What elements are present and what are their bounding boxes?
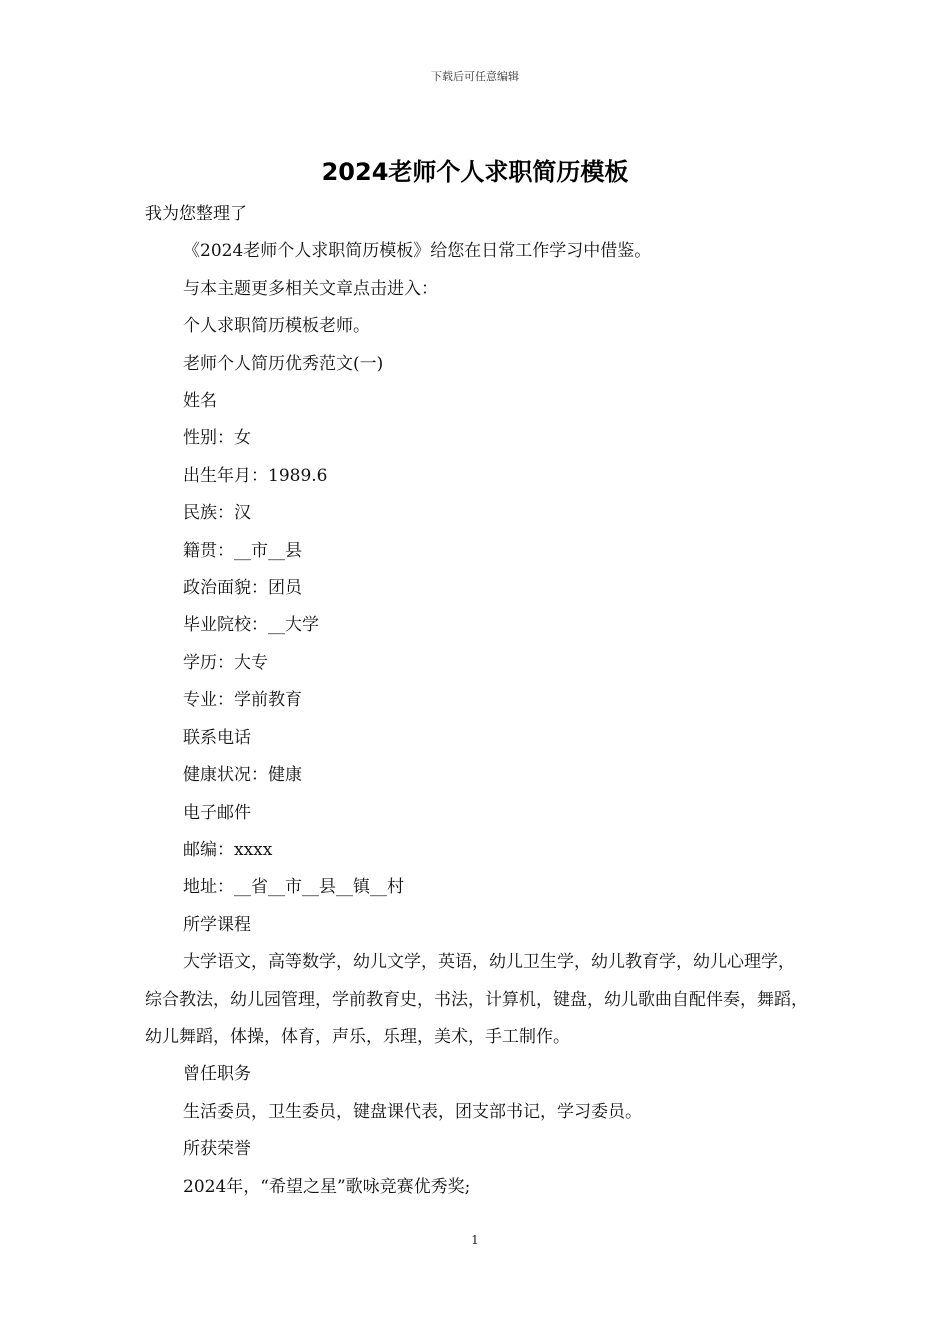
document-body xyxy=(145,196,810,1206)
header-note: 下载后可任意编辑 xyxy=(431,70,519,83)
paragraph-intro: 我为您整理了 xyxy=(145,204,247,224)
section-heading-positions: 曾任职务 xyxy=(183,1064,251,1085)
field-school: 毕业院校：__大学 xyxy=(183,615,319,636)
positions-list: 生活委员，卫生委员，键盘课代表，团支部书记，学习委员。 xyxy=(183,1101,642,1122)
field-name: 姓名 xyxy=(183,391,217,412)
section-heading-courses: 所学课程 xyxy=(183,914,251,935)
paragraph: 与本主题更多相关文章点击进入： xyxy=(183,278,438,299)
document-title: 2024老师个人求职简历模板 xyxy=(321,158,629,186)
section-heading-honors: 所获荣誉 xyxy=(183,1139,251,1160)
honor-item: 2024年，“希望之星”歌咏竞赛优秀奖; xyxy=(183,1176,471,1197)
field-ethnicity: 民族：汉 xyxy=(183,503,251,524)
field-political-status: 政治面貌：团员 xyxy=(183,578,302,599)
field-education: 学历：大专 xyxy=(183,652,268,673)
field-postcode: 邮编：xxxx xyxy=(183,839,273,860)
field-health: 健康状况：健康 xyxy=(183,765,302,786)
courses-list: 大学语文，高等数学，幼儿文学，英语，幼儿卫生学，幼儿教育学，幼儿心理学，综合教法，幼儿园管理，学前教育史，书法，计算机，键盘，幼儿歌曲自配伴奏，舞蹈，幼儿舞蹈，体操，体育，声乐，乐理，美术，手工制作。 xyxy=(145,952,808,1047)
section-heading: 老师个人简历优秀范文(一) xyxy=(183,353,384,374)
field-gender: 性别：女 xyxy=(183,428,251,449)
field-address: 地址：__省__市__县__镇__村 xyxy=(183,877,404,898)
field-birth-date: 出生年月：1989.6 xyxy=(183,465,328,486)
paragraph: 《2024老师个人求职简历模板》给您在日常工作学习中借鉴。 xyxy=(183,241,652,262)
field-major: 专业：学前教育 xyxy=(183,690,302,711)
field-email: 电子邮件 xyxy=(183,802,251,823)
paragraph: 个人求职简历模板老师。 xyxy=(183,316,370,337)
page-number: 1 xyxy=(471,1233,479,1247)
field-phone: 联系电话 xyxy=(183,727,251,748)
field-native-place: 籍贯：__市__县 xyxy=(183,540,302,561)
